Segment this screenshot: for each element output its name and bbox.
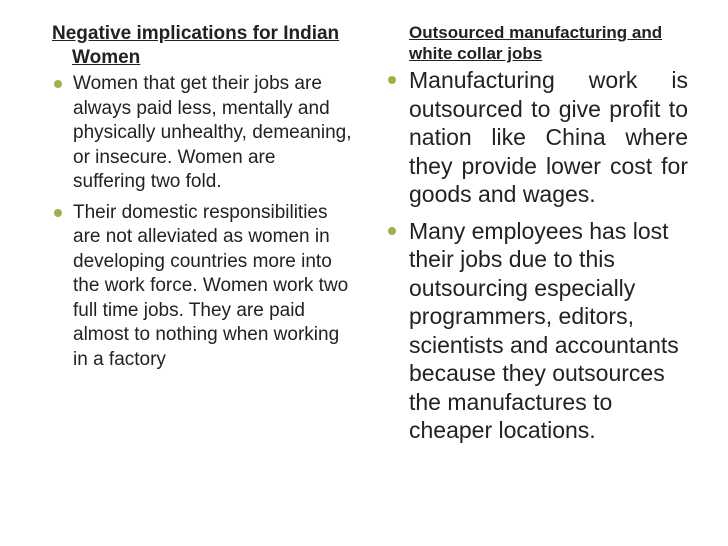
bullet-icon — [388, 76, 396, 84]
left-bullet-list — [52, 72, 352, 372]
right-heading: Outsourced manufacturing and white collar jobs — [409, 23, 663, 63]
left-bullet-item — [52, 72, 352, 195]
right-bullet-list — [382, 66, 688, 445]
bullet-icon — [54, 209, 62, 217]
right-column — [382, 22, 688, 445]
left-bullet-item — [52, 201, 352, 373]
left-column — [52, 22, 352, 372]
bullet-icon — [388, 227, 396, 235]
left-bullet-text: Women that get their jobs are always paid less, mentally and physically unhealthy, demeaning, or insecure. Women are suffering two fold. — [73, 73, 352, 192]
right-bullet-text: Manufacturing work is outsourced to give profit to nation like China where they provide lower cost for goods and wages. — [409, 67, 688, 207]
bullet-icon — [54, 80, 62, 88]
right-bullet-item — [382, 217, 688, 445]
right-bullet-text: Many employees has lost their jobs due to this outsourcing especially programmers, editors, scientists and accountants because they outsources the manufactures to cheaper locations. — [409, 217, 679, 443]
right-bullet-item — [382, 66, 688, 209]
left-heading: Negative implications for Indian Women — [52, 23, 340, 68]
left-bullet-text: Their domestic responsibilities are not alleviated as women in developing countries more into the work force. Women work two full time jobs. They are paid almost to nothing when working in a factory — [73, 201, 349, 370]
